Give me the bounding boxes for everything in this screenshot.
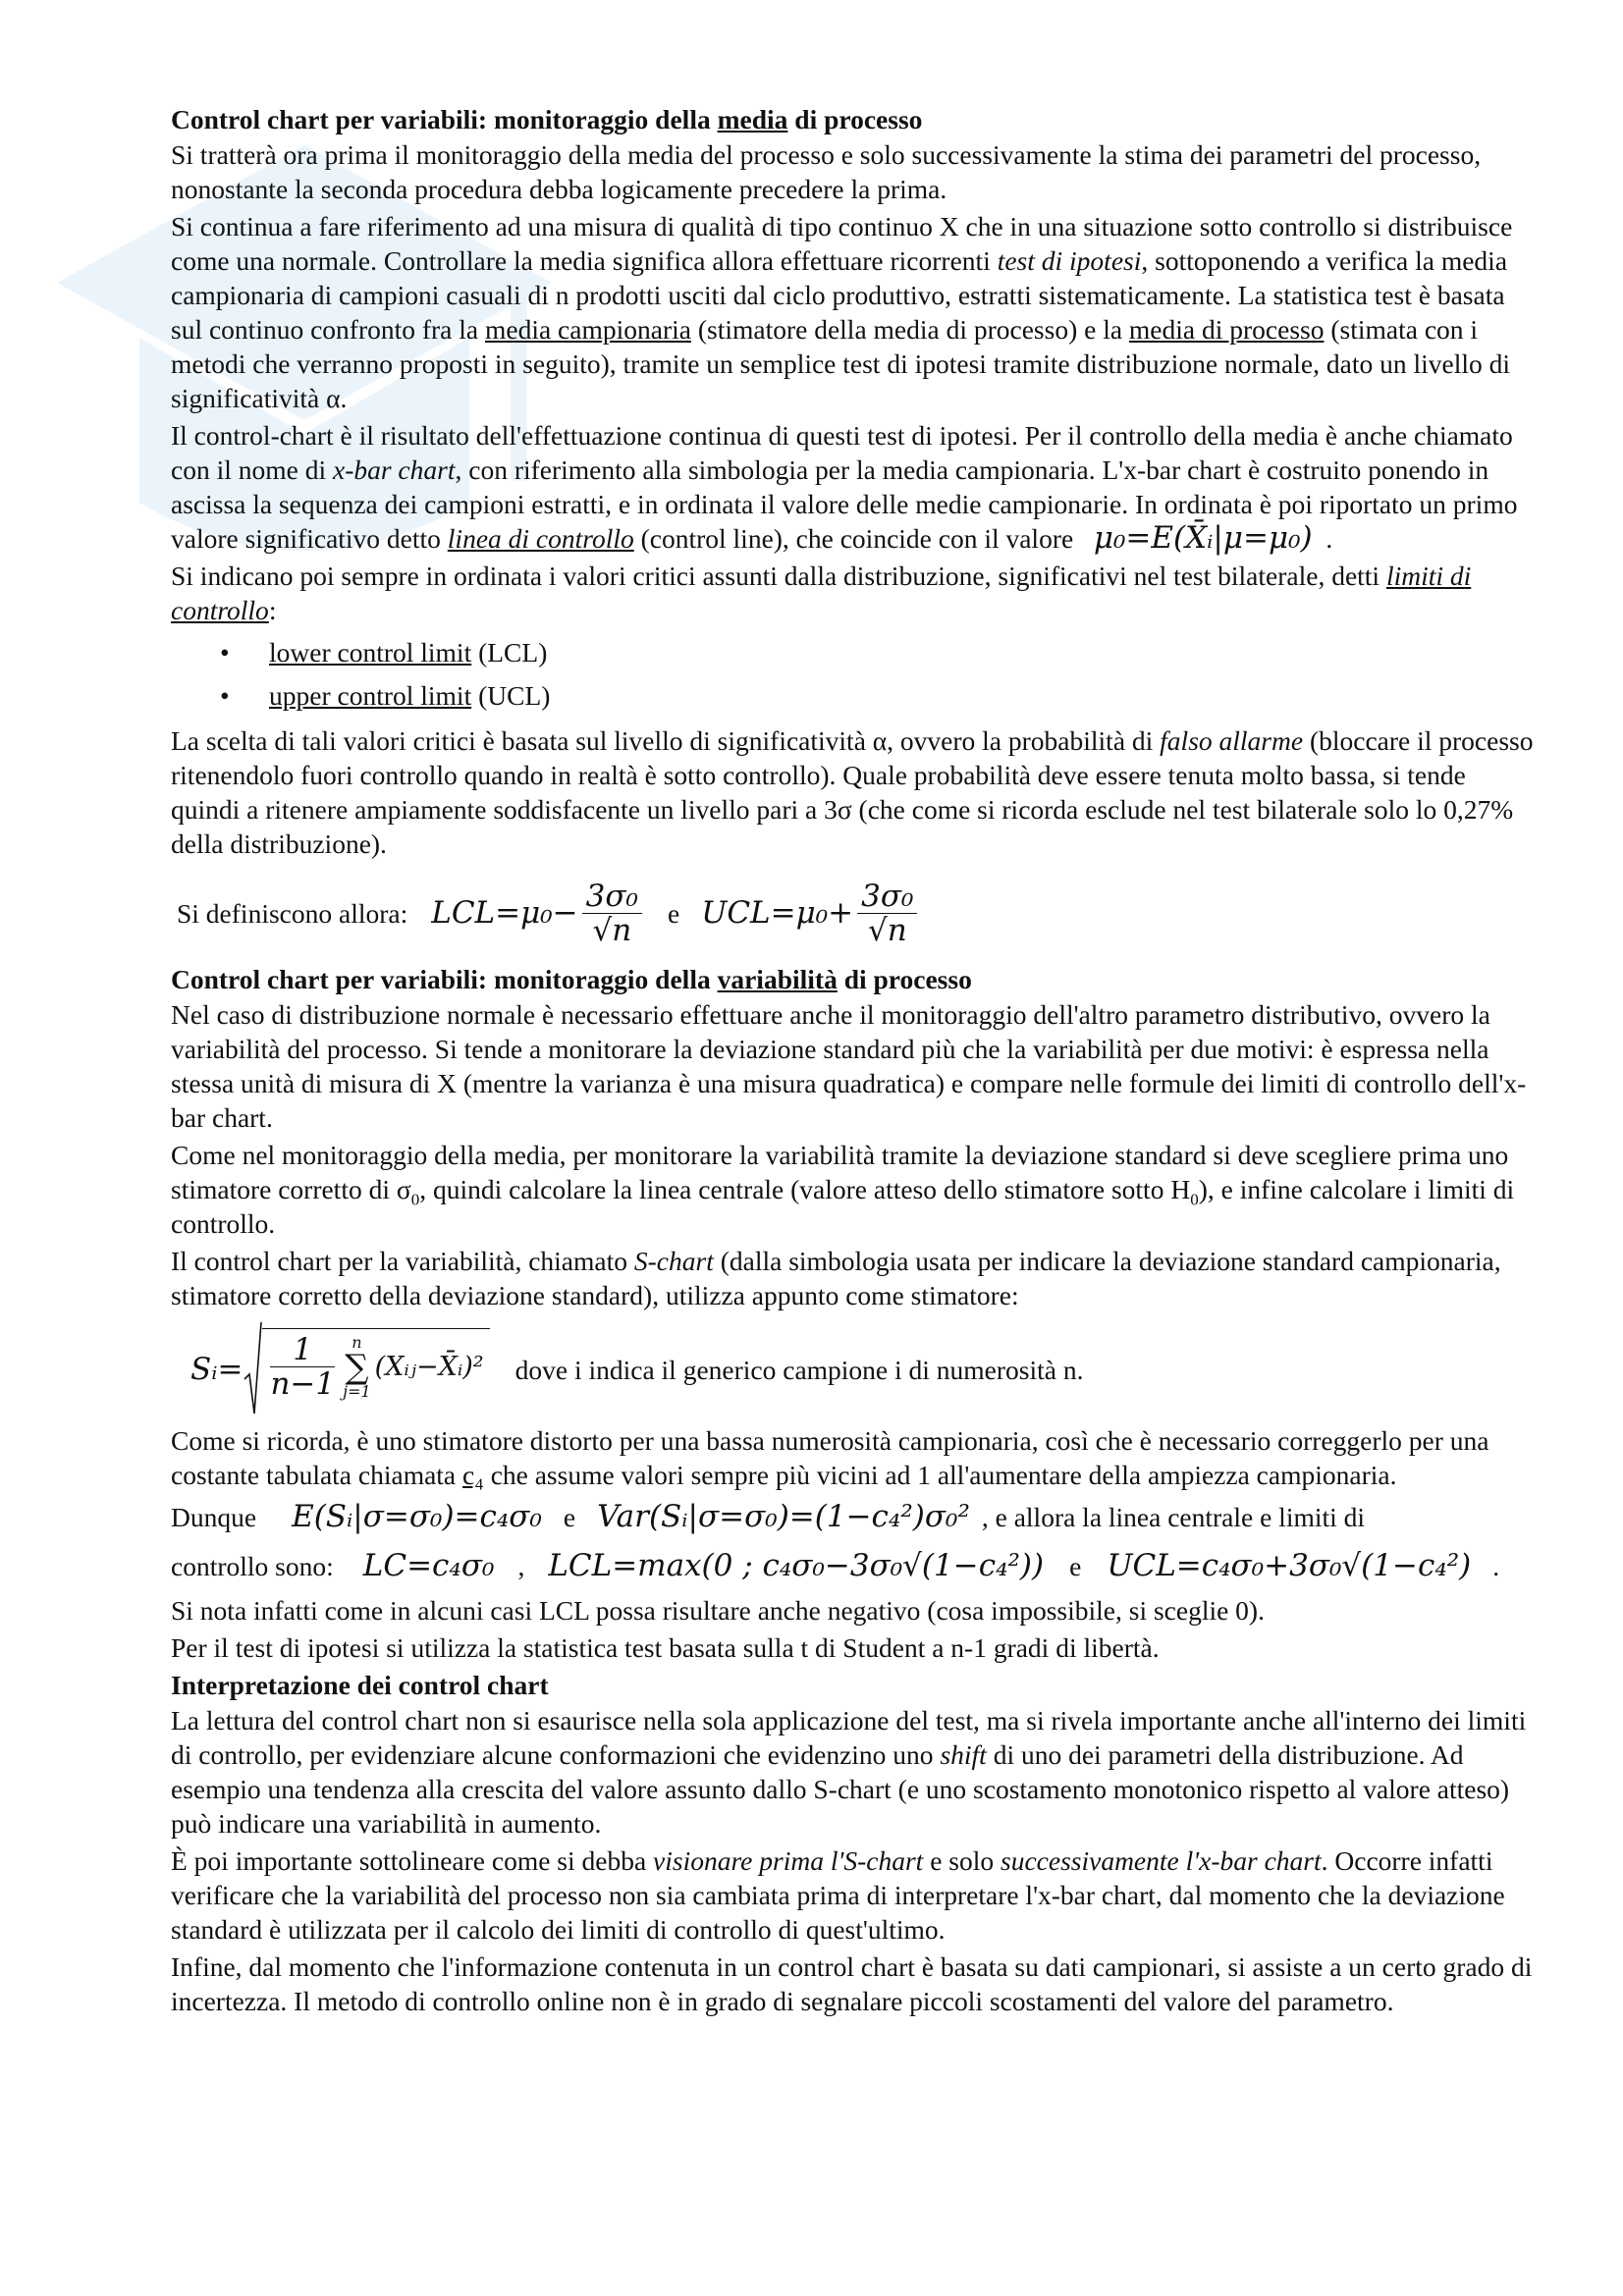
paragraph: Come si ricorda, è uno stimatore distorto per una bassa numerosità campionaria, così che è necessario correggerlo per una costante tabulata chiamata c₄ che assume valori sempre più vicini ad 1 all'aumentare della ampiezza campionaria. xyxy=(171,1425,1489,1490)
formula-s-estimator: Sᵢ= $\frac{1}{n-1}$ n ∑ j=1 (Xᵢⱼ−X̄ᵢ)² dove i indica il generico campione i di numerosità n. xyxy=(171,1315,1536,1423)
paragraph: Il control chart per la variabilità, chiamato S-chart (dalla simbologia usata per indicare la deviazione standard campionaria, stimatore corretto della deviazione standard), utilizza appunto come stimatore: xyxy=(171,1246,1501,1310)
list-item: • lower control limit (LCL) xyxy=(220,637,548,667)
paragraph: Si indicano poi sempre in ordinata i valori critici assunti dalla distribuzione, significativi nel test bilaterale, detti limiti di controllo: xyxy=(171,561,1472,625)
formula-limits-row: controllo sono: LC=c₄σ₀ , LCL=max(0 ; c₄σ₀−3σ₀√(1−c₄²)) e UCL=c₄σ₀+3σ₀√(1−c₄²) . xyxy=(171,1547,1500,1583)
paragraph: Infine, dal momento che l'informazione contenuta in un control chart è basata su dati campionari, si assiste a un certo grado di incertezza. Il metodo di controllo online non è in grado di segnalare piccoli scostamenti del valore del parametro. xyxy=(171,1951,1533,2016)
control-limits-list xyxy=(171,631,1536,718)
section-title-media: Control chart per variabili: monitoraggio della media di processo xyxy=(171,104,923,134)
document-page xyxy=(171,102,1536,2021)
paragraph: La scelta di tali valori critici è basata sul livello di significatività α, ovvero la probabilità di falso allarme (bloccare il processo ritenendolo fuori controllo quando in realtà è sotto controllo). Quale probabilità deve essere tenuta molto bassa, si tende quindi a ritenere ampiamente soddisfacente un livello pari a 3σ (che come si ricorda esclude nel test bilaterale solo lo 0,27% della distribuzione). xyxy=(171,725,1534,859)
paragraph: Come nel monitoraggio della media, per monitorare la variabilità tramite la deviazione standard si deve scegliere prima uno stimatore corretto di $\sigma_0$, quindi calcolare la linea centrale (valore atteso dello stimatore sotto $H_0$), e infine calcolare i limiti di controllo. xyxy=(171,1140,1515,1239)
section-title-variabilita: Control chart per variabili: monitoraggio della variabilità di processo xyxy=(171,964,972,994)
paragraph: Nel caso di distribuzione normale è necessario effettuare anche il monitoraggio dell'altro parametro distributivo, ovvero la variabilità del processo. Si tende a monitorare la deviazione standard più che la variabilità per due motivi: è espressa nella stessa unità di misura di X (mentre la varianza è una misura quadratica) e compare nelle formule dei limiti di controllo dell'x-bar chart. xyxy=(171,999,1527,1133)
paragraph: Il control-chart è il risultato dell'effettuazione continua di questi test di ipotesi. Per il controllo della media è anche chiamato con il nome di x-bar chart, con riferimento alla simbologia per la media campionaria. L'x-bar chart è costruito ponendo in ascissa la sequenza dei campioni estratti, e in ordinata il valore delle medie campionarie. In ordinata è poi riportato un primo valore significativo detto linea di controllo (control line), che coincide con il valore μ₀=E(X̄ᵢ|μ=μ₀) . xyxy=(171,420,1518,556)
paragraph: La lettura del control chart non si esaurisce nella sola applicazione del test, ma si rivela importante anche all'interno dei limiti di controllo, per evidenziare alcune conformazioni che evidenzino uno shift di uno dei parametri della distribuzione. Ad esempio una tendenza alla crescita del valore assunto dallo S-chart (e uno scostamento monotonico rispetto al valore atteso) può indicare una variabilità in aumento. xyxy=(171,1705,1527,1839)
paragraph: Si nota infatti come in alcuni casi LCL possa risultare anche negativo (cosa impossibile, si sceglie 0). xyxy=(171,1595,1265,1626)
section-title-interpretazione: Interpretazione dei control chart xyxy=(171,1670,549,1700)
paragraph: È poi importante sottolineare come si debba visionare prima l'S-chart e solo successivamente l'x-bar chart. Occorre infatti verificare che la variabilità del processo non sia cambiata prima di interpretare l'x-bar chart, dal momento che la deviazione standard è utilizzata per il calcolo dei limiti di controllo di quest'ultimo. xyxy=(171,1845,1505,1945)
formula-lcl-ucl: Si definiscono allora: LCL=μ₀− $\frac{\text{3σ₀}}{√n}$ e UCL=μ₀+ $\frac{\text{3σ₀}}{√n}$ xyxy=(171,864,1536,962)
paragraph: Si tratterà ora prima il monitoraggio della media del processo e solo successivamente la stima dei parametri del processo, nonostante la seconda procedura debba logicamente precedere la prima. xyxy=(171,139,1482,204)
list-item: • upper control limit (UCL) xyxy=(220,680,551,711)
paragraph: Si continua a fare riferimento ad una misura di qualità di tipo continuo X che in una situazione sotto controllo si distribuisce come una normale. Controllare la media significa allora effettuare ricorrenti test di ipotesi, sottoponendo a verifica la media campionaria di campioni casuali di n prodotti usciti dal ciclo produttivo, estratti sistematicamente. La statistica test è basata sul continuo confronto fra la media campionaria (stimatore della media di processo) e la media di processo (stimata con i metodi che verranno proposti in seguito), tramite un semplice test di ipotesi tramite distribuzione normale, dato un livello di significatività α. xyxy=(171,211,1513,413)
paragraph: Per il test di ipotesi si utilizza la statistica test basata sulla t di Student a n-1 gradi di libertà. xyxy=(171,1632,1160,1663)
sqrt-sign-icon xyxy=(243,1320,262,1418)
formula-control-line: μ₀=E(X̄ᵢ|μ=μ₀) xyxy=(1093,520,1313,556)
formula-expectation-row: Dunque E(Sᵢ|σ=σ₀)=c₄σ₀ e Var(Sᵢ|σ=σ₀)=(1−c₄²)σ₀² , e allora la linea centrale e limiti di xyxy=(171,1498,1366,1534)
